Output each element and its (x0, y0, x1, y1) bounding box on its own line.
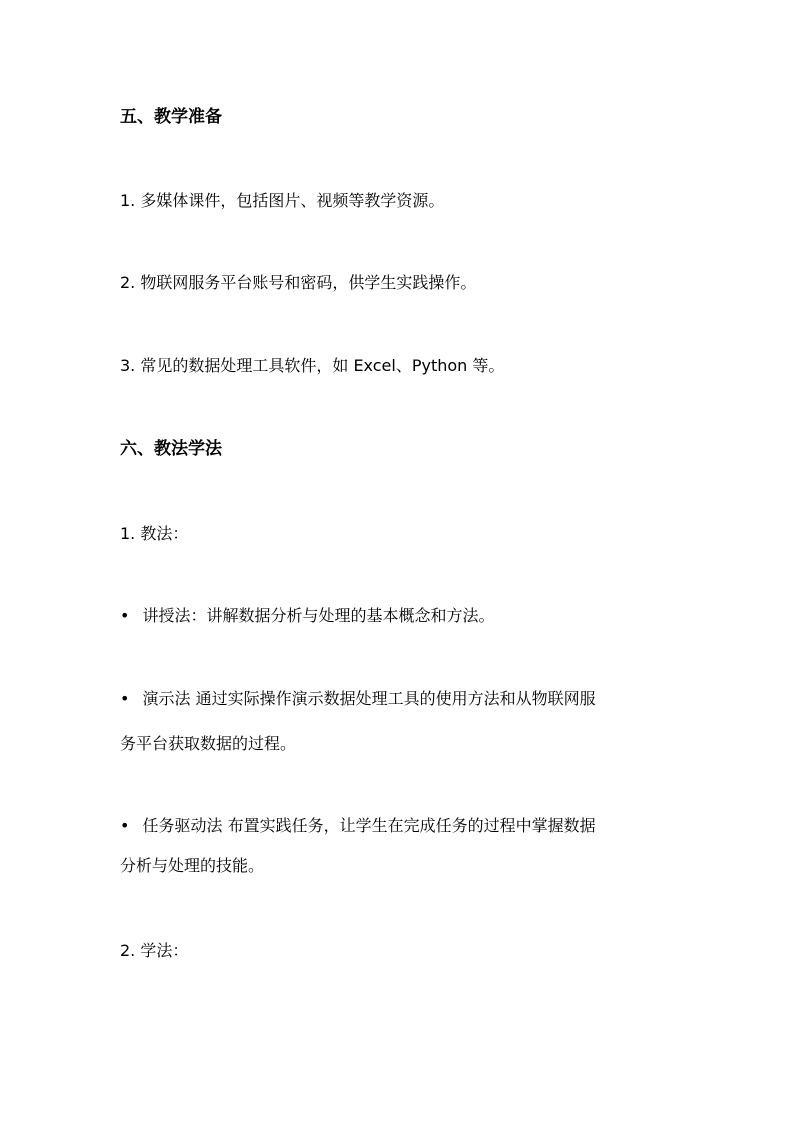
learning-methods-label: 2. 学法： (120, 941, 189, 960)
bullet-item-demonstration-continued: 务平台获取数据的过程。 (120, 734, 297, 753)
bullet-marker: • (120, 689, 130, 708)
bullet-item-task-driven-continued: 分析与处理的技能。 (120, 856, 265, 875)
preparation-item-1: 1. 多媒体课件，包括图片、视频等教学资源。 (120, 191, 445, 210)
section-heading-methods: 六、教法学法 (120, 439, 222, 459)
section-heading-preparation: 五、教学准备 (120, 107, 222, 127)
bullet-text: 讲授法：讲解数据分析与处理的基本概念和方法。 (142, 606, 495, 625)
bullet-text: 演示法 通过实际操作演示数据处理工具的使用方法和从物联网服 (142, 689, 596, 708)
preparation-item-3: 3. 常见的数据处理工具软件，如 Excel、Python 等。 (120, 356, 505, 375)
bullet-marker: • (120, 606, 130, 625)
teaching-methods-label: 1. 教法： (120, 524, 189, 543)
preparation-item-2: 2. 物联网服务平台账号和密码，供学生实践操作。 (120, 273, 477, 292)
bullet-marker: • (120, 816, 130, 835)
bullet-item-lecture (120, 605, 700, 627)
bullet-item-demonstration (120, 688, 700, 710)
bullet-item-task-driven (120, 815, 700, 837)
bullet-text: 任务驱动法 布置实践任务，让学生在完成任务的过程中掌握数据 (142, 816, 596, 835)
